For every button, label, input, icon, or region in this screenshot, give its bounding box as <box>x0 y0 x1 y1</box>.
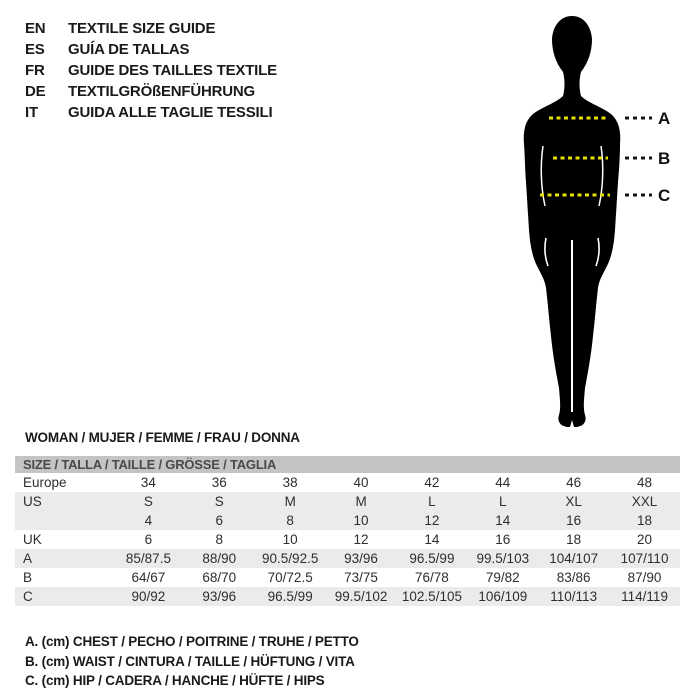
table-cell: 14 <box>424 532 440 547</box>
language-title: GUIDA ALLE TAGLIE TESSILI <box>68 104 273 121</box>
row-label: B <box>23 570 33 585</box>
table-cell: 96.5/99 <box>267 589 313 604</box>
table-cell: 34 <box>140 475 156 490</box>
table-cell: 10 <box>282 532 298 547</box>
size-table-header: SIZE / TALLA / TAILLE / GRÖSSE / TAGLIA <box>15 456 680 473</box>
legend-hip: C. (cm) HIP / CADERA / HANCHE / HÜFTE / HIPS <box>25 673 325 688</box>
table-cell: 76/78 <box>415 570 449 585</box>
measurement-figure <box>462 8 692 438</box>
table-cell: XXL <box>631 494 658 509</box>
table-cell: 90.5/92.5 <box>262 551 319 566</box>
table-cell: 16 <box>566 513 582 528</box>
section-title-woman: WOMAN / MUJER / FEMME / FRAU / DONNA <box>25 430 300 445</box>
table-cell: 93/96 <box>202 589 237 604</box>
table-cell: S <box>214 494 224 509</box>
row-label: US <box>23 494 42 509</box>
table-row-europe <box>15 473 680 492</box>
legend-waist: B. (cm) WAIST / CINTURA / TAILLE / HÜFTUNG / VITA <box>25 653 355 669</box>
table-cell: 99.5/103 <box>476 551 530 566</box>
table-cell: 90/92 <box>131 589 166 604</box>
row-label <box>15 511 113 530</box>
table-cell: 110/113 <box>550 589 598 604</box>
table-cell: L <box>499 494 507 509</box>
table-cell: 16 <box>495 532 511 547</box>
table-cell: 104/107 <box>549 551 599 566</box>
table-cell: M <box>284 494 296 509</box>
waist-label-b: B <box>658 149 671 168</box>
table-cell: 20 <box>637 532 653 547</box>
table-cell: 48 <box>637 475 653 490</box>
language-row-en <box>25 18 277 39</box>
table-cell: 12 <box>353 532 369 547</box>
language-code: EN <box>25 20 46 37</box>
language-code: ES <box>25 41 45 58</box>
table-cell: M <box>355 494 367 509</box>
table-cell: 10 <box>353 513 369 528</box>
row-label: A <box>23 551 33 566</box>
language-title: GUIDE DES TAILLES TEXTILE <box>68 62 277 79</box>
language-code: DE <box>25 83 46 100</box>
table-cell: 88/90 <box>202 551 237 566</box>
table-cell: 42 <box>424 475 440 490</box>
language-code: FR <box>25 62 45 79</box>
table-cell: 70/72.5 <box>267 570 313 585</box>
table-cell: 38 <box>282 475 298 490</box>
table-cell: 73/75 <box>344 570 378 585</box>
table-row-us-numeric <box>15 511 680 530</box>
language-title: TEXTILE SIZE GUIDE <box>68 20 216 37</box>
row-label: UK <box>23 532 42 547</box>
language-row-it <box>25 102 277 123</box>
row-label: C <box>23 589 33 604</box>
row-label: Europe <box>23 475 67 490</box>
language-row-es <box>25 39 277 60</box>
table-cell: 6 <box>144 532 153 547</box>
language-title: GUÍA DE TALLAS <box>68 41 190 58</box>
table-row-hip-c <box>15 587 680 606</box>
language-code: IT <box>25 104 38 121</box>
table-row-waist-b <box>15 568 680 587</box>
table-cell: 102.5/105 <box>401 589 462 604</box>
language-list <box>25 18 277 123</box>
language-title: TEXTILGRÖßENFÜHRUNG <box>68 83 256 100</box>
table-cell: 87/90 <box>627 570 662 585</box>
table-cell: 44 <box>495 475 511 490</box>
language-row-de <box>25 81 277 102</box>
language-row-fr <box>25 60 277 81</box>
woman-silhouette-svg <box>462 8 692 438</box>
size-table <box>15 456 680 606</box>
table-cell: 107/110 <box>620 551 669 566</box>
table-cell: 83/86 <box>556 570 591 585</box>
table-cell: 4 <box>144 513 153 528</box>
chest-label-a: A <box>658 109 671 128</box>
table-cell: 6 <box>215 513 224 528</box>
table-cell: 8 <box>286 513 294 528</box>
table-cell: 46 <box>566 475 582 490</box>
table-cell: 106/109 <box>478 589 528 604</box>
table-row-uk <box>15 530 680 549</box>
legend-chest: A. (cm) CHEST / PECHO / POITRINE / TRUHE / PETTO <box>25 634 359 649</box>
table-cell: S <box>143 494 153 509</box>
table-cell: 8 <box>215 532 224 547</box>
table-cell: 99.5/102 <box>334 589 388 604</box>
hip-label-c: C <box>658 186 671 205</box>
table-cell: 64/67 <box>131 570 166 585</box>
table-cell: 18 <box>566 532 582 547</box>
table-cell: 36 <box>211 475 227 490</box>
table-cell: 14 <box>495 513 511 528</box>
table-cell: 18 <box>637 513 653 528</box>
table-cell: 79/82 <box>485 570 520 585</box>
table-cell: 68/70 <box>202 570 237 585</box>
measurement-legend <box>25 632 359 691</box>
table-cell: 12 <box>424 513 440 528</box>
table-row-chest-a <box>15 549 680 568</box>
table-cell: L <box>428 494 436 509</box>
table-cell: 85/87.5 <box>125 551 171 566</box>
table-cell: 96.5/99 <box>409 551 455 566</box>
table-cell: 114/119 <box>621 589 668 604</box>
table-cell: 40 <box>353 475 369 490</box>
table-cell: 93/96 <box>344 551 378 566</box>
table-cell: XL <box>565 494 582 509</box>
table-row-us <box>15 492 680 511</box>
